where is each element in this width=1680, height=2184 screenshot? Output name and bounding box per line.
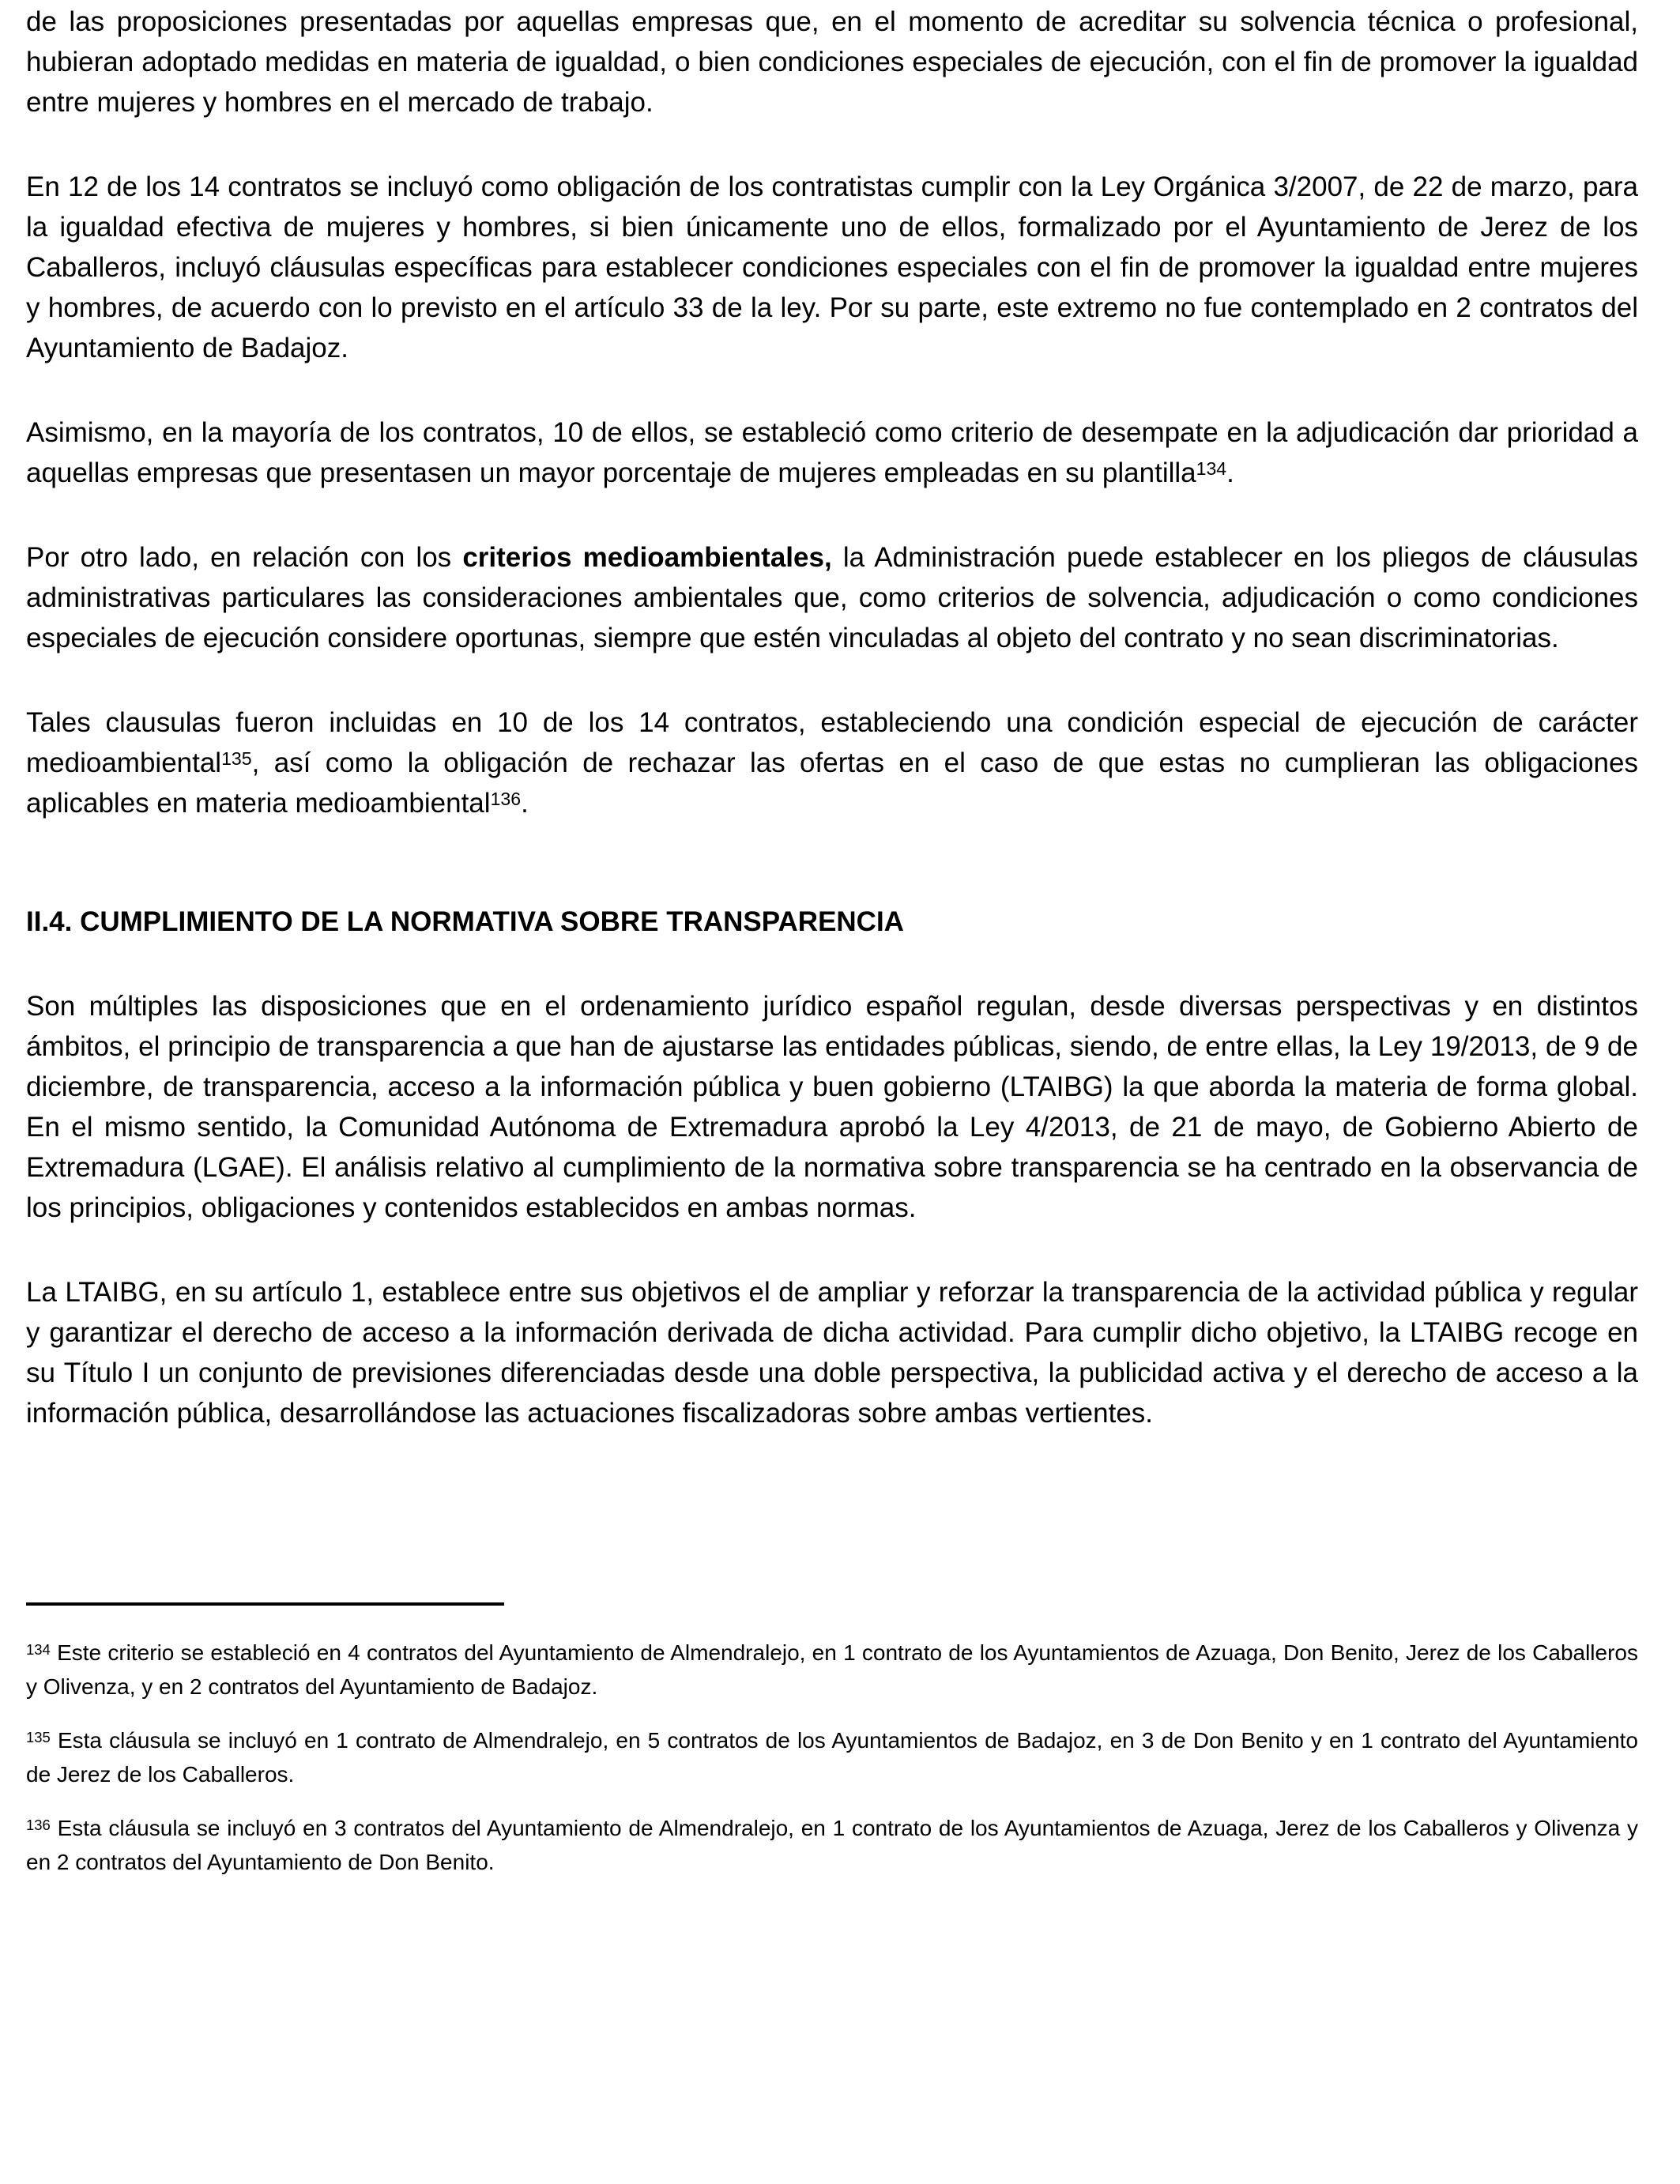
footnote-number: 135 — [26, 1728, 51, 1745]
footnote-number: 134 — [26, 1640, 51, 1658]
paragraph: La LTAIBG, en su artículo 1, establece entre sus objetivos el de ampliar y reforzar la transparencia de la actividad pública y regular y garantizar el derecho de acceso a la información derivada de dicha actividad. Para cumplir dicho objetivo, la LTAIBG recoge en su Título I un conjunto de previsiones diferenciadas desde una doble perspectiva, la publicidad activa y el derecho de acceso a la información pública, desarrollándose las actuaciones fiscalizadoras sobre ambas vertientes. — [26, 1277, 1638, 1429]
paragraph: Tales clausulas fueron incluidas en 10 de los 14 contratos, estableciendo una condición especial de ejecución de carácter medioambiental$^{135}$, así como la obligación de rechazar las ofertas en el caso de que estas no cumplieran las obligaciones aplicables en materia medioambiental$^{136}$. — [26, 707, 1638, 819]
paragraph: Por otro lado, en relación con los criterios medioambientales, la Administración puede establecer en los pliegos de cláusulas administrativas particulares las consideraciones ambientales que, como criterios de solvencia, adjudicación o como condiciones especiales de ejecución considere oportunas, siempre que estén vinculadas al objeto del contrato y no sean discriminatorias. — [26, 542, 1638, 653]
footnote-separator — [26, 1602, 504, 1606]
footnotes-list — [26, 1636, 1638, 1879]
emphasis-bold: criterios medioambientales, — [462, 542, 832, 573]
footnote-number: 136 — [26, 1816, 51, 1833]
footnote: $^{136}$ Esta cláusula se incluyó en 3 contratos del Ayuntamiento de Almendralejo, en 1 contrato de los Ayuntamientos de Azuaga, Jerez de los Caballeros y Olivenza y en 2 contratos del Ayuntamiento de Don Benito. — [26, 1816, 1638, 1874]
paragraph: Son múltiples las disposiciones que en el ordenamiento jurídico español regulan, desde diversas perspectivas y en distintos ámbitos, el principio de transparencia a que han de ajustarse las entidades públicas, siendo, de entre ellas, la Ley 19/2013, de 9 de diciembre, de transparencia, acceso a la información pública y buen gobierno (LTAIBG) la que aborda la materia de forma global. En el mismo sentido, la Comunidad Autónoma de Extremadura aprobó la Ley 4/2013, de 21 de mayo, de Gobierno Abierto de Extremadura (LGAE). El análisis relativo al cumplimiento de la normativa sobre transparencia se ha centrado en la observancia de los principios, obligaciones y contenidos establecidos en ambas normas. — [26, 991, 1638, 1223]
footnote-ref: 135 — [221, 747, 252, 769]
footnote: $^{134}$ Este criterio se estableció en 4 contratos del Ayuntamiento de Almendralejo, en 1 contrato de los Ayuntamientos de Azuaga, Don Benito, Jerez de los Caballeros y Olivenza, y en 2 contratos del Ayuntamiento de Badajoz. — [26, 1640, 1638, 1699]
main-text — [26, 2, 1638, 1478]
footnote-ref: 136 — [490, 788, 522, 809]
footnotes-section — [26, 1602, 1638, 1879]
paragraph: Asimismo, en la mayoría de los contratos, 10 de ellos, se estableció como criterio de desempate en la adjudicación dar prioridad a aquellas empresas que presentasen un mayor porcentaje de mujeres empleadas en su plantilla$^{134}$. — [26, 417, 1638, 488]
footnote-ref: 134 — [1196, 458, 1227, 479]
footnote: $^{135}$ Esta cláusula se incluyó en 1 contrato de Almendralejo, en 5 contratos de los Ayuntamientos de Badajoz, en 3 de Don Benito y en 1 contrato del Ayuntamiento de Jerez de los Caballeros. — [26, 1728, 1638, 1787]
paragraph: En 12 de los 14 contratos se incluyó como obligación de los contratistas cumplir con la Ley Orgánica 3/2007, de 22 de marzo, para la igualdad efectiva de mujeres y hombres, si bien únicamente uno de ellos, formalizado por el Ayuntamiento de Jerez de los Caballeros, incluyó cláusulas específicas para establecer condiciones especiales con el fin de promover la igualdad entre mujeres y hombres, de acuerdo con lo previsto en el artículo 33 de la ley. Por su parte, este extremo no fue contemplado en 2 contratos del Ayuntamiento de Badajoz. — [26, 171, 1638, 363]
section-heading: II.4. CUMPLIMIENTO DE LA NORMATIVA SOBRE TRANSPARENCIA — [26, 906, 904, 937]
paragraph: de las proposiciones presentadas por aquellas empresas que, en el momento de acreditar su solvencia técnica o profesional, hubieran adoptado medidas en materia de igualdad, o bien condiciones especiales de ejecución, con el fin de promover la igualdad entre mujeres y hombres en el mercado de trabajo. — [26, 6, 1638, 118]
